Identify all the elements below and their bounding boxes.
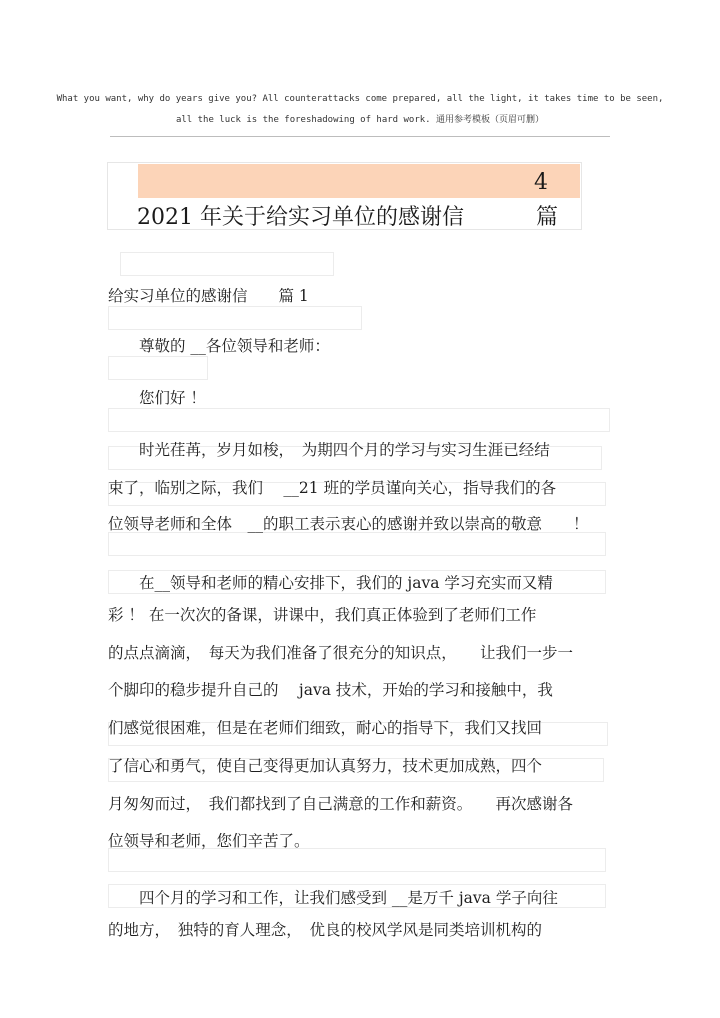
ghost-frame — [108, 356, 208, 380]
ghost-frame — [108, 408, 610, 432]
ghost-frame — [120, 252, 334, 276]
header-template-note: 通用参考模板（页眉可删） — [436, 115, 545, 125]
paragraph-line: 束了，临别之际，我们 __21 班的学员谨向关心，指导我们的各 — [108, 479, 557, 497]
paragraph-line: 月匆匆而过， 我们都找到了自己满意的工作和薪资。 再次感谢各 — [108, 795, 574, 813]
salutation: 尊敬的 __各位领导和老师： — [108, 337, 330, 355]
paragraph-line: 的点点滴滴， 每天为我们准备了很充分的知识点， 让我们一步一 — [108, 644, 574, 662]
paragraph-line: 在__领导和老师的精心安排下，我们的 java 学习充实而又精 — [108, 574, 553, 592]
paragraph-line: 的地方， 独特的育人理念， 优良的校风学风是同类培训机构的 — [108, 921, 543, 939]
paragraph-line: 时光荏苒，岁月如梭， 为期四个月的学习与实习生涯已经结 — [108, 441, 550, 459]
header-quote-english: all the luck is the foreshadowing of hard work. — [175, 115, 431, 125]
paragraph-line: 们感觉很困难，但是在老师们细致，耐心的指导下，我们又找回 — [108, 719, 543, 737]
paragraph-line: 位领导和老师，您们辛苦了。 — [108, 832, 310, 850]
document-title: 2021 年关于给实习单位的感谢信 — [137, 205, 464, 230]
header-quote-line-2 — [0, 112, 720, 125]
title-number: 4 — [534, 170, 548, 195]
title-highlight-band — [138, 164, 580, 198]
greeting: 您们好 ！ — [108, 389, 206, 407]
paragraph-line: 四个月的学习和工作，让我们感受到 __是万千 java 学子向往 — [108, 889, 558, 907]
ghost-frame — [108, 848, 606, 872]
paragraph-line: 位领导老师和全体 __的职工表示衷心的感谢并致以崇高的敬意 ！ — [108, 515, 589, 533]
ghost-frame — [108, 532, 606, 556]
header-quote-line-1: What you want, why do years give you? All counterattacks come prepared, all the light, it takes time to be seen, — [56, 94, 664, 104]
title-suffix: 篇 — [536, 205, 559, 230]
paragraph-line: 彩 ！ 在一次次的备课，讲课中，我们真正体验到了老师们工作 — [108, 606, 537, 624]
header-divider — [110, 136, 610, 137]
paragraph-line: 了信心和勇气，使自己变得更加认真努力，技术更加成熟，四个 — [108, 757, 543, 775]
paragraph-line: 个脚印的稳步提升自己的 java 技术，开始的学习和接触中，我 — [108, 681, 553, 699]
section-heading: 给实习单位的感谢信 篇 1 — [108, 287, 309, 305]
ghost-frame — [108, 306, 362, 330]
